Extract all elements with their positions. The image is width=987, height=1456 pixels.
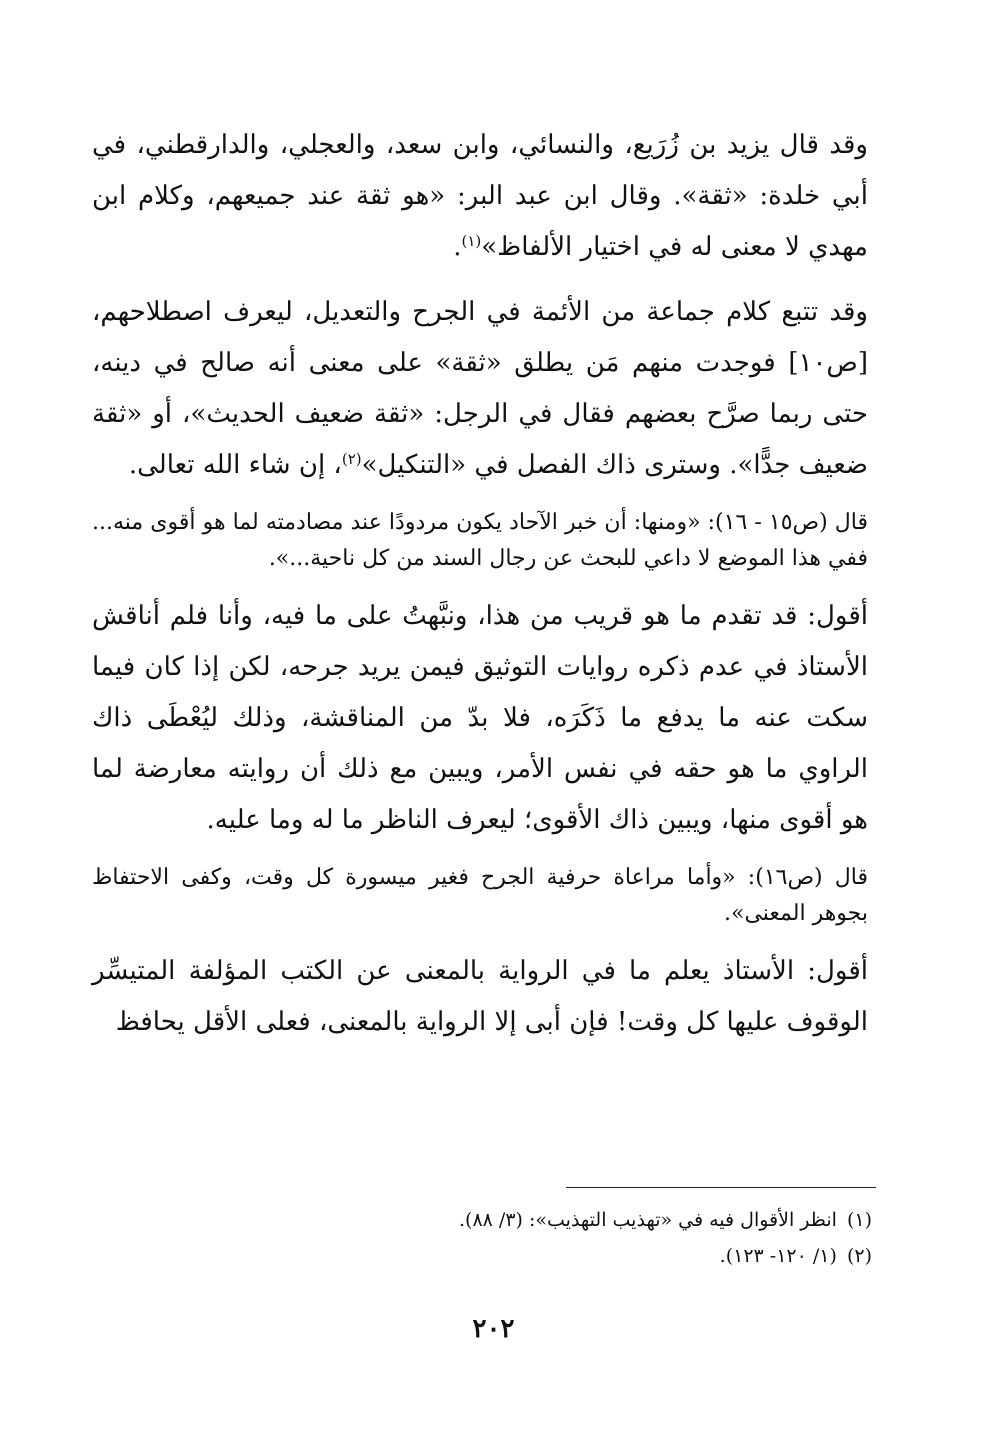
- quoted-paragraph: قال (ص١٥ - ١٦): «ومنها: أن خبر الآحاد يكون مردودًا عند مصادمته لما هو أقوى منه... ففي هذا الموضع لا داعي للبحث عن رجال السند من كل ناحية...».: [92, 510, 868, 571]
- quoted-paragraph: قال (ص١٦): «وأما مراعاة حرفية الجرح فغير ميسورة كل وقت، وكفى الاحتفاظ بجوهر المعنى».: [92, 865, 868, 926]
- page-body: [92, 120, 868, 1048]
- paragraph: وقد تتبع كلام جماعة من الأئمة في الجرح والتعديل، ليعرف اصطلاحهم، [ص١٠] فوجدت منهم مَن يطلق «ثقة» على معنى أنه صالح في دينه، حتى ربما صرَّح بعضهم فقال في الرجل: «ثقة ضعيف الحديث»، أو «ثقة ضعيف جدًّا». وسترى ذاك الفصل في «التنكيل»$^{(٢)}$، إن شاء الله تعالى.: [92, 297, 868, 480]
- footnote-ref: (١): [461, 232, 482, 250]
- footnote-text: (١/ ١٢٠- ١٢٣).: [719, 1245, 837, 1267]
- footnote-number: (١): [846, 1209, 872, 1231]
- page-number: ٢٠٢: [472, 1314, 515, 1344]
- paragraph: أقول: الأستاذ يعلم ما في الرواية بالمعنى عن الكتب المؤلفة المتيسِّر الوقوف عليها كل وقت! فإن أبى إلا الرواية بالمعنى، فعلى الأقل يحافظ: [92, 956, 868, 1037]
- footnote-ref: (٢): [341, 450, 362, 468]
- paragraph: أقول: قد تقدم ما هو قريب من هذا، ونبَّهتُ على ما فيه، وأنا فلم أناقش الأستاذ في عدم ذكره روايات التوثيق فيمن يريد جرحه، لكن إذا كان فيما سكت عنه ما يدفع ما ذَكَرَه، فلا بدّ من المناقشة، وذلك ليُعْطَى ذاك الراوي ما هو حقه في نفس الأمر، ويبين مع ذلك أن روايته معارضة لما هو أقوى منها، ويبين ذاك الأقوى؛ ليعرف الناظر ما له وما عليه.: [92, 601, 868, 835]
- footnote-text: انظر الأقوال فيه في «تهذيب التهذيب»: (٣/ ٨٨).: [458, 1209, 837, 1231]
- footnotes: [92, 1202, 872, 1274]
- footnote-divider: [566, 1187, 876, 1188]
- paragraph: وقد قال يزيد بن زُرَيع، والنسائي، وابن سعد، والعجلي، والدارقطني، في أبي خلدة: «ثقة». وقال ابن عبد البر: «هو ثقة عند جميعهم، وكلام ابن مهدي لا معنى له في اختيار الألفاظ»$^{(١)}$.: [92, 130, 868, 262]
- footnote-item: [92, 1238, 872, 1274]
- footnote-item: [92, 1202, 872, 1238]
- footnote-number: (٢): [846, 1245, 872, 1267]
